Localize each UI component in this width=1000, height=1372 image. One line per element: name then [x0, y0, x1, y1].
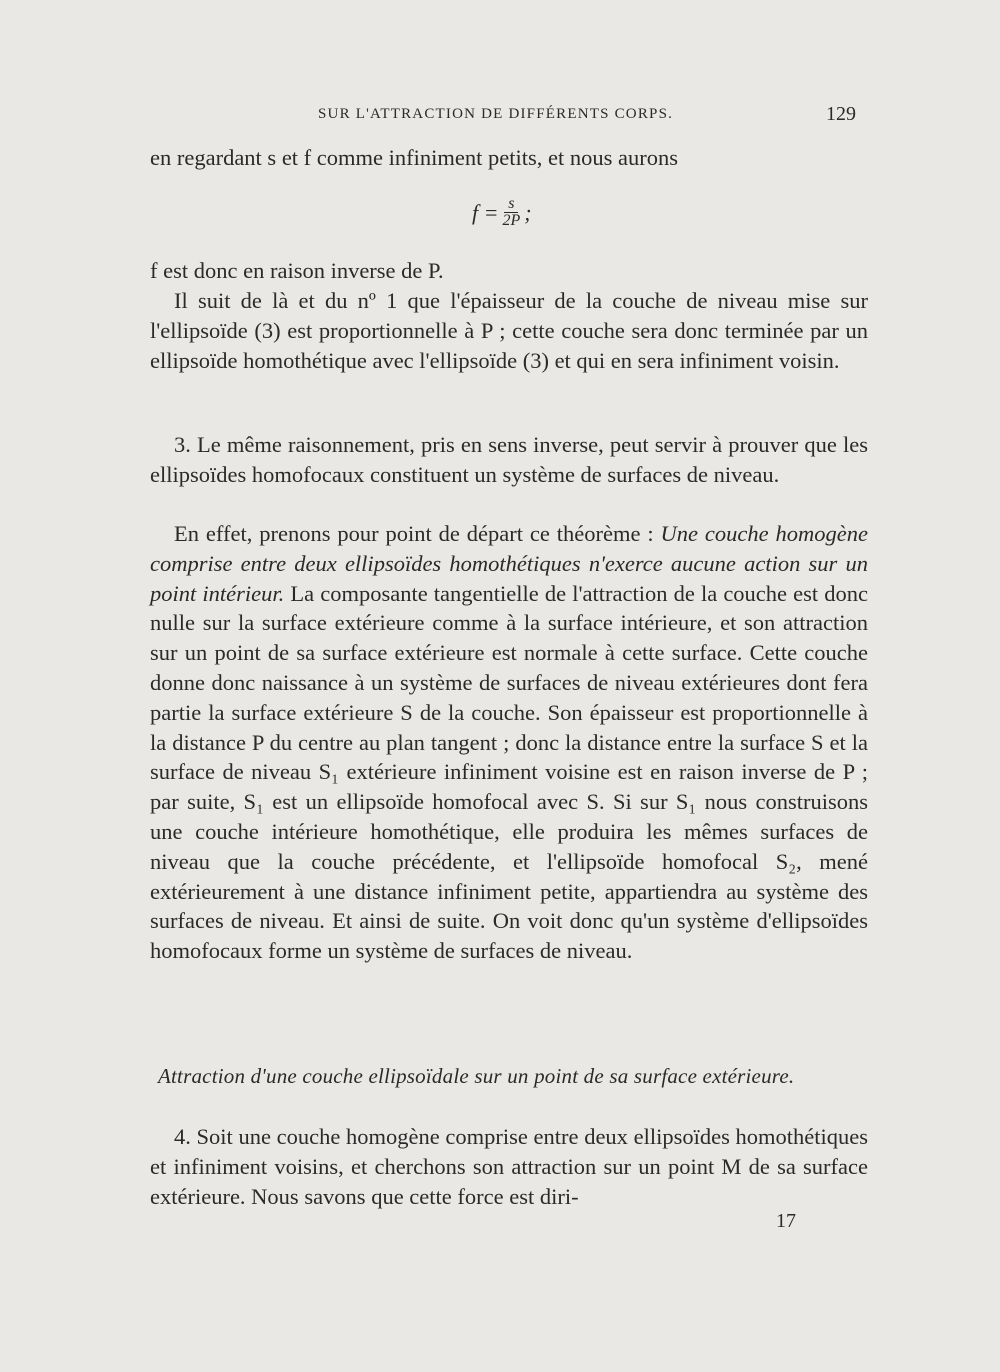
equation — [472, 196, 532, 229]
paragraph-intro: en regardant s et f comme infiniment petits, et nous aurons — [150, 145, 678, 170]
paragraph-section-4: 4. Soit une couche homogène comprise entre deux ellipsoïdes homothétiques et infiniment voisins, et cherchons son attraction sur un point M de sa surface extérieure. Nous savons que cette force est diri- — [150, 1124, 868, 1209]
theorem-statement: Une couche homogène comprise entre deux ellipsoïdes homothétiques n'exerce aucune action sur un point intérieur. — [150, 521, 868, 606]
section-heading: Attraction d'une couche ellipsoïdale sur un point de sa surface extérieure. — [158, 1064, 795, 1088]
equation-denominator: 2P — [502, 212, 521, 229]
running-title: SUR L'ATTRACTION DE DIFFÉRENTS CORPS. — [318, 106, 674, 122]
paragraph-theorem — [150, 519, 868, 966]
page-number: 129 — [826, 103, 856, 125]
signature-mark: 17 — [776, 1210, 796, 1232]
equation-end: ; — [524, 199, 532, 225]
theorem-intro: En effet, prenons pour point de départ ce théorème : — [174, 521, 661, 546]
paragraph-section-3: 3. Le même raisonnement, pris en sens inverse, peut servir à prouver que les ellipsoïdes homofocaux constituent un système de surfaces de niveau. — [150, 432, 868, 487]
equation-fraction — [502, 196, 520, 229]
paragraph-ellipsoid: Il suit de là et du nº 1 que l'épaisseur de la couche de niveau mise sur l'ellipsoïde (3) est proportionnelle à P ; cette couche sera donc terminée par un ellipsoïde homothétique avec l'ellipsoïde (3) et qui en sera infiniment voisin. — [150, 288, 868, 373]
theorem-discussion: La composante tangentielle de l'attraction de la couche est donc nulle sur la surface extérieure comme à la surface intérieure, et son attraction sur un point de sa surface extérieure est normale à cette surface. Cette couche donne donc naissance à un système de surfaces de niveau extérieures dont fera partie la surface extérieure S de la couche. Son épaisseur est proportionnelle à la distance P du centre au plan tangent ; donc la distance entre la surface S et la surface de niveau S₁ extérieure infiniment voisine est en raison inverse de P ; par suite, S₁ est un ellipsoïde homofocal avec S. Si sur S₁ nous construisons une couche intérieure homothétique, elle produira les mêmes surfaces de niveau que la couche précédente, et l'ellipsoïde homofocal S₂, mené extérieurement à une distance infiniment petite, appartiendra au système des surfaces de niveau. Et ainsi de suite. On voit donc qu'un système d'ellipsoïdes homofocaux forme un système de surfaces de niveau. — [150, 580, 868, 964]
equation-numerator: s — [504, 196, 518, 213]
paragraph-inverse: f est donc en raison inverse de P. — [150, 258, 444, 283]
equation-lhs: f = — [472, 199, 499, 225]
